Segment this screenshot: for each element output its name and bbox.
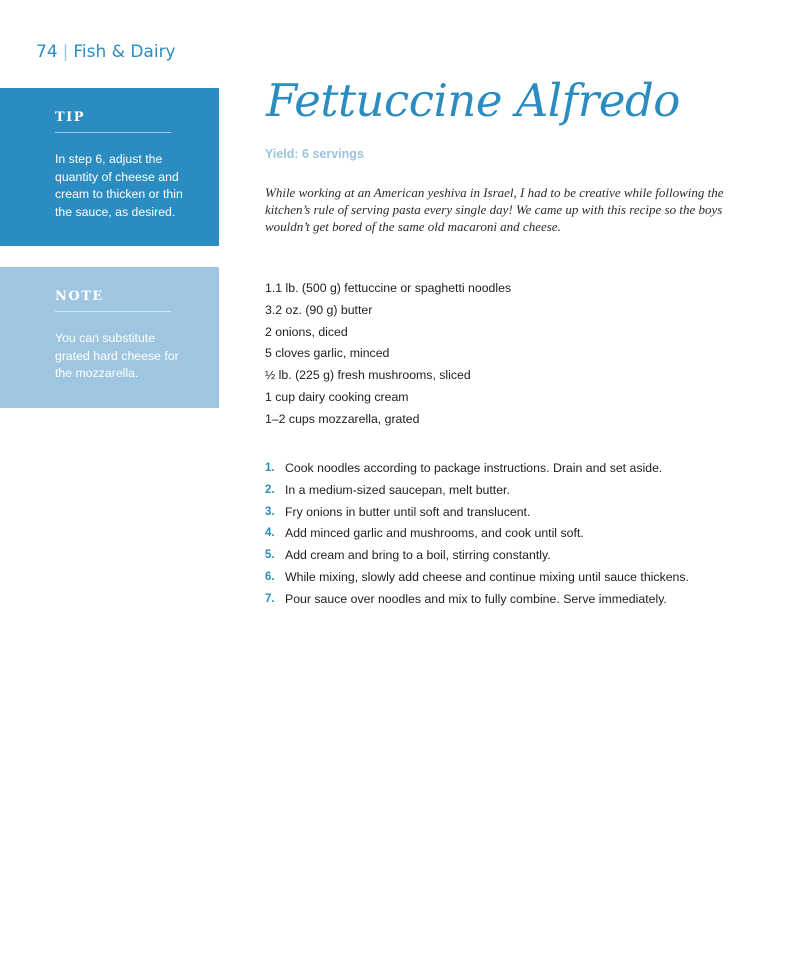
- step-number: 3.: [265, 505, 275, 518]
- running-head: [36, 42, 176, 62]
- instruction-step: [265, 523, 689, 545]
- instruction-step: [265, 589, 689, 611]
- step-text: Pour sauce over noodles and mix to fully combine. Serve immediately.: [285, 591, 667, 606]
- step-number: 2.: [265, 483, 275, 496]
- ingredient-item: 1 cup dairy cooking cream: [265, 389, 409, 404]
- step-number: 7.: [265, 592, 275, 605]
- recipe-title: Fettuccine Alfredo: [266, 74, 680, 127]
- note-heading: NOTE: [55, 289, 171, 312]
- instruction-step: [265, 480, 689, 502]
- tip-box: [0, 88, 219, 246]
- note-box: [0, 267, 219, 408]
- instruction-step: [265, 567, 689, 589]
- ingredient-item: 1–2 cups mozzarella, grated: [265, 411, 420, 426]
- recipe-yield: Yield: 6 servings: [265, 147, 364, 161]
- step-number: 1.: [265, 462, 275, 474]
- instruction-list: [265, 458, 689, 611]
- step-text: While mixing, slowly add cheese and continue mixing until sauce thickens.: [285, 569, 689, 584]
- page-number: 74: [36, 42, 58, 62]
- step-text: Cook noodles according to package instructions. Drain and set aside.: [285, 461, 663, 475]
- ingredient-list: [265, 278, 511, 431]
- instruction-step: [265, 458, 689, 480]
- tip-text: In step 6, adjust the quantity of cheese and cream to thicken or thin the sauce, as desired.: [55, 152, 183, 219]
- step-number: 4.: [265, 527, 275, 540]
- ingredient-item: ½ lb. (225 g) fresh mushrooms, sliced: [265, 368, 471, 383]
- step-number: 6.: [265, 570, 275, 583]
- instruction-step: [265, 502, 689, 524]
- recipe-intro: While working at an American yeshiva in Israel, I had to be creative while following the kitchen’s rule of serving pasta every single day! We came up with this recipe so the boys wouldn’t get bored of the same old macaroni and cheese.: [265, 185, 724, 234]
- instruction-step: [265, 545, 689, 567]
- step-text: Fry onions in butter until soft and translucent.: [285, 504, 531, 519]
- ingredient-item: 2 onions, diced: [265, 324, 348, 339]
- step-text: In a medium-sized saucepan, melt butter.: [285, 482, 510, 497]
- ingredient-item: 5 cloves garlic, minced: [265, 346, 390, 361]
- ingredient-item: 1.1 lb. (500 g) fettuccine or spaghetti noodles: [265, 281, 512, 295]
- ingredient-item: 3.2 oz. (90 g) butter: [265, 302, 373, 317]
- note-text: You can substitute grated hard cheese for the mozzarella.: [55, 331, 179, 380]
- running-head-separator: |: [62, 42, 69, 62]
- step-text: Add cream and bring to a boil, stirring constantly.: [285, 548, 551, 563]
- section-name: Fish & Dairy: [73, 42, 176, 62]
- step-text: Add minced garlic and mushrooms, and cook until soft.: [285, 526, 584, 541]
- tip-heading: TIP: [55, 110, 171, 133]
- step-number: 5.: [265, 549, 275, 562]
